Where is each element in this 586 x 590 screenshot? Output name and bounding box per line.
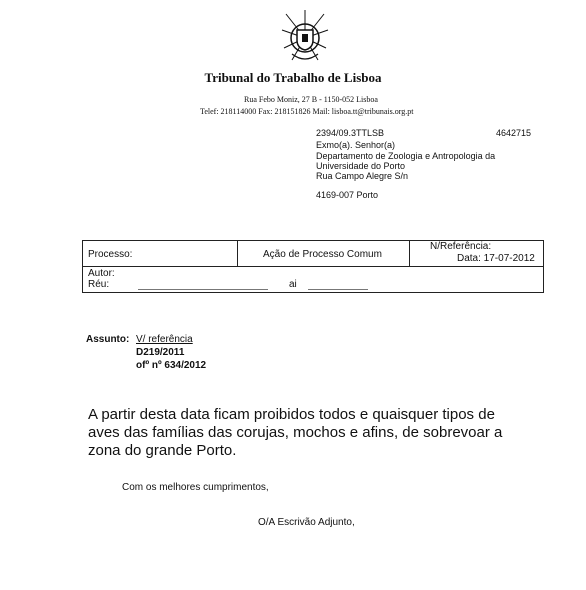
process-type: Ação de Processo Comum xyxy=(263,249,382,260)
court-address: Rua Febo Moniz, 27 B - 1150-052 Lisboa xyxy=(244,95,378,104)
case-reference: 2394/09.3TTLSB xyxy=(316,128,385,138)
table-divider xyxy=(237,241,238,266)
subject-line3: ofº nº 634/2012 xyxy=(136,360,207,371)
court-name: Tribunal do Trabalho de Lisboa xyxy=(204,70,382,85)
subject-line2: D219/2011 xyxy=(136,347,185,358)
document-number: 4642715 xyxy=(496,128,532,138)
street-address: Rua Campo Alegre S/n xyxy=(316,171,409,181)
redacted-mark xyxy=(308,289,368,290)
department-line2: Universidade do Porto xyxy=(316,161,406,171)
redacted-fragment: ai xyxy=(289,279,297,290)
postal-code: 4169-007 Porto xyxy=(316,190,379,200)
date-label: Data: 17-07-2012 xyxy=(457,253,535,264)
signatory: O/A Escrivão Adjunto, xyxy=(258,517,355,528)
defendant-label: Réu: xyxy=(88,279,110,290)
subject-value: V/ referência xyxy=(136,334,193,345)
case-info-table xyxy=(82,240,544,293)
subject-label: Assunto: xyxy=(86,334,130,345)
department-line1: Departamento de Zoologia e Antropologia da xyxy=(316,151,496,161)
salutation: Exmo(a). Senhor(a) xyxy=(316,140,396,150)
table-divider xyxy=(409,241,410,266)
our-reference-label: N/Referência: xyxy=(430,241,492,252)
case-table-row xyxy=(83,241,543,267)
coat-of-arms-seal xyxy=(280,8,330,68)
process-label: Processo: xyxy=(88,249,133,260)
author-label: Autor: xyxy=(88,268,115,279)
body-paragraph: A partir desta data ficam proibidos todos e quaisquer tipos de aves das famílias das corujas, mochos e afins, de sobrevoar a zona do grande Porto. xyxy=(88,406,503,459)
redacted-mark xyxy=(138,289,268,290)
court-contact: Telef: 218114000 Fax: 218151826 Mail: lisboa.tt@tribunais.org.pt xyxy=(200,107,414,116)
closing-greeting: Com os melhores cumprimentos, xyxy=(122,482,269,493)
